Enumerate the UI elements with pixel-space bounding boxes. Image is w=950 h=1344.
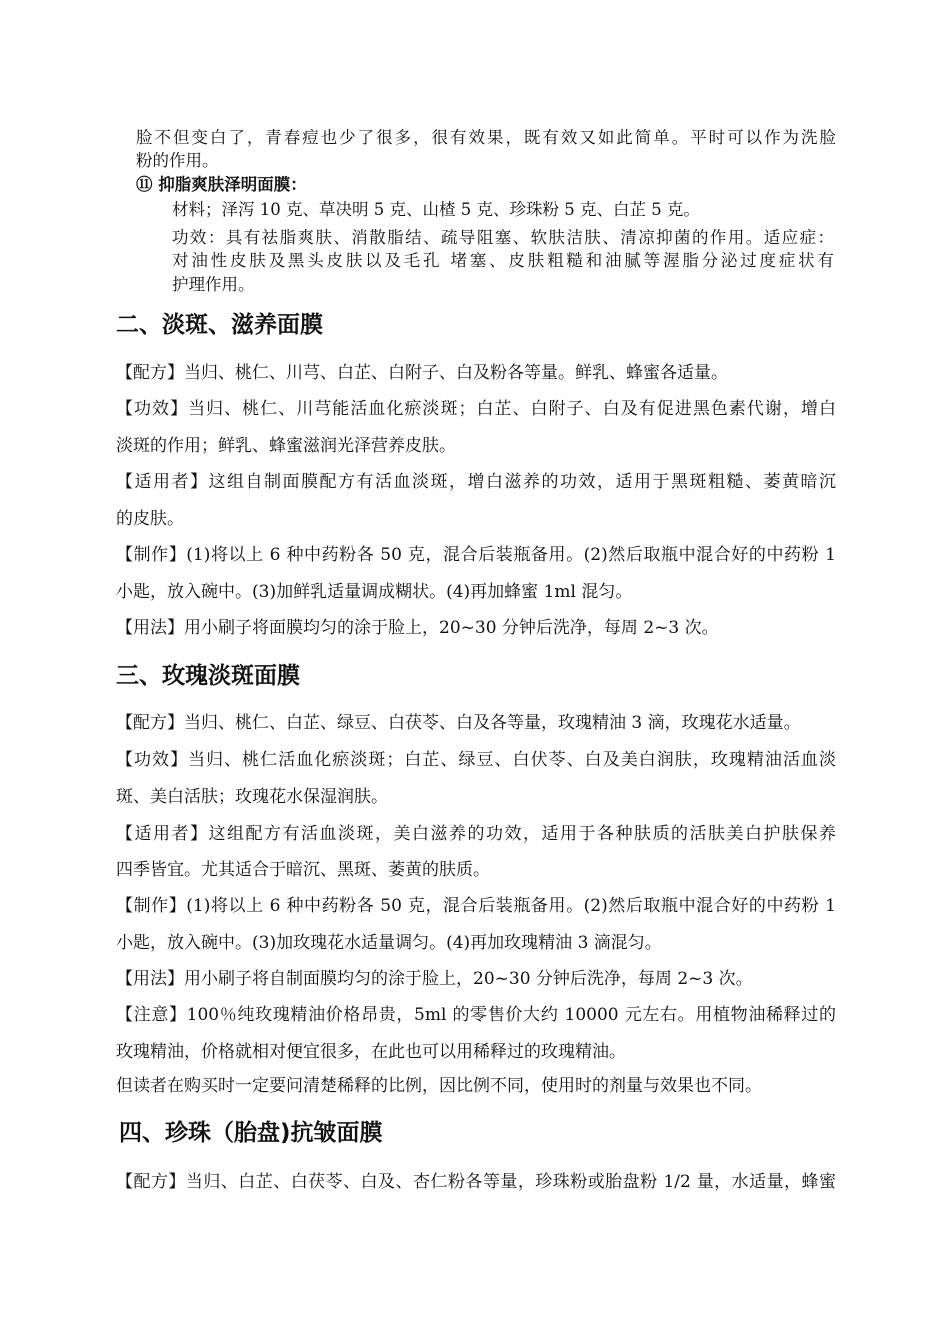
section-paragraph: 【注意】100％纯玫瑰精油价格昂贵，5ml 的零售价大约 10000 元左右。用植物油稀释过的 — [116, 1005, 836, 1025]
section-heading: 二、淡斑、滋养面膜 — [116, 312, 323, 338]
section-paragraph: 【适用者】这组自制面膜配方有活血淡斑，增白滋养的功效，适用于黑斑粗糙、萎黄暗沉 — [116, 472, 836, 492]
intro-line: 粉的作用。 — [136, 151, 219, 170]
item-11-materials: 材料；泽泻 10 克、草决明 5 克、山楂 5 克、珍珠粉 5 克、白芷 5 克。 — [172, 200, 700, 219]
section-paragraph: 小匙，放入碗中。(3)加鲜乳适量调成糊状。(4)再加蜂蜜 1ml 混匀。 — [116, 582, 633, 602]
section-paragraph: 【配方】当归、白芷、白茯苓、白及、杏仁粉各等量，珍珠粉或胎盘粉 1/2 量，水适量，蜂蜜 — [116, 1172, 836, 1192]
section-paragraph: 【用法】用小刷子将自制面膜均匀的涂于脸上，20~30 分钟后洗净，每周 2~3 次。 — [116, 969, 753, 989]
section-paragraph: 淡斑的作用；鲜乳、蜂蜜滋润光泽营养皮肤。 — [116, 436, 456, 456]
section-paragraph: 【制作】(1)将以上 6 种中药粉各 50 克，混合后装瓶备用。(2)然后取瓶中混合好的中药粉 1 — [116, 896, 836, 916]
section-paragraph: 玫瑰精油，价格就相对便宜很多，在此也可以用稀释过的玫瑰精油。 — [116, 1042, 626, 1062]
section-paragraph: 小匙，放入碗中。(3)加玫瑰花水适量调匀。(4)再加玫瑰精油 3 滴混匀。 — [116, 933, 662, 953]
section-paragraph: 【功效】当归、桃仁活血化瘀淡斑；白芷、绿豆、白伏苓、白及美白润肤，玫瑰精油活血淡 — [116, 750, 836, 770]
item-11-effect: 功效：具有祛脂爽肤、消散脂结、疏导阻塞、软肤洁肤、清凉抑菌的作用。适应症： — [172, 228, 834, 247]
section-paragraph: 【用法】用小刷子将面膜均匀的涂于脸上，20~30 分钟后洗净，每周 2~3 次。 — [116, 618, 719, 638]
item-11-effect: 护理作用。 — [172, 275, 255, 294]
section-paragraph: 【配方】当归、桃仁、白芷、绿豆、白茯苓、白及各等量，玫瑰精油 3 滴，玫瑰花水适量。 — [116, 713, 801, 733]
section-paragraph: 【功效】当归、桃仁、川芎能活血化瘀淡斑；白芷、白附子、白及有促进黑色素代谢，增白 — [116, 399, 836, 419]
section-paragraph: 斑、美白活肤；玫瑰花水保湿润肤。 — [116, 787, 388, 807]
section-paragraph: 【制作】(1)将以上 6 种中药粉各 50 克，混合后装瓶备用。(2)然后取瓶中混合好的中药粉 1 — [116, 545, 836, 565]
section-heading: 四、珍珠（胎盘)抗皱面膜 — [119, 1120, 383, 1146]
intro-line: 脸不但变白了，青春痘也少了很多，很有效果，既有效又如此简单。平时可以作为洗脸 — [136, 128, 836, 147]
section-paragraph: 但读者在购买时一定要问清楚稀释的比例，因比例不同，使用时的剂量与效果也不同。 — [116, 1076, 762, 1096]
section-paragraph: 的皮肤。 — [116, 509, 184, 529]
section-heading: 三、玫瑰淡斑面膜 — [116, 663, 300, 689]
item-11-effect: 对油性皮肤及黑头皮肤以及毛孔 堵塞、皮肤粗糙和油腻等渥脂分泌过度症状有 — [172, 251, 834, 270]
item-11-title: ⑪ 抑脂爽肤泽明面膜： — [136, 175, 307, 194]
section-paragraph: 【适用者】这组配方有活血淡斑，美白滋养的功效，适用于各种肤质的活肤美白护肤保养 — [116, 824, 836, 844]
section-paragraph: 四季皆宜。尤其适合于暗沉、黑斑、萎黄的肤质。 — [116, 860, 490, 880]
section-paragraph: 【配方】当归、桃仁、川芎、白芷、白附子、白及粉各等量。鲜乳、蜂蜜各适量。 — [116, 363, 728, 383]
